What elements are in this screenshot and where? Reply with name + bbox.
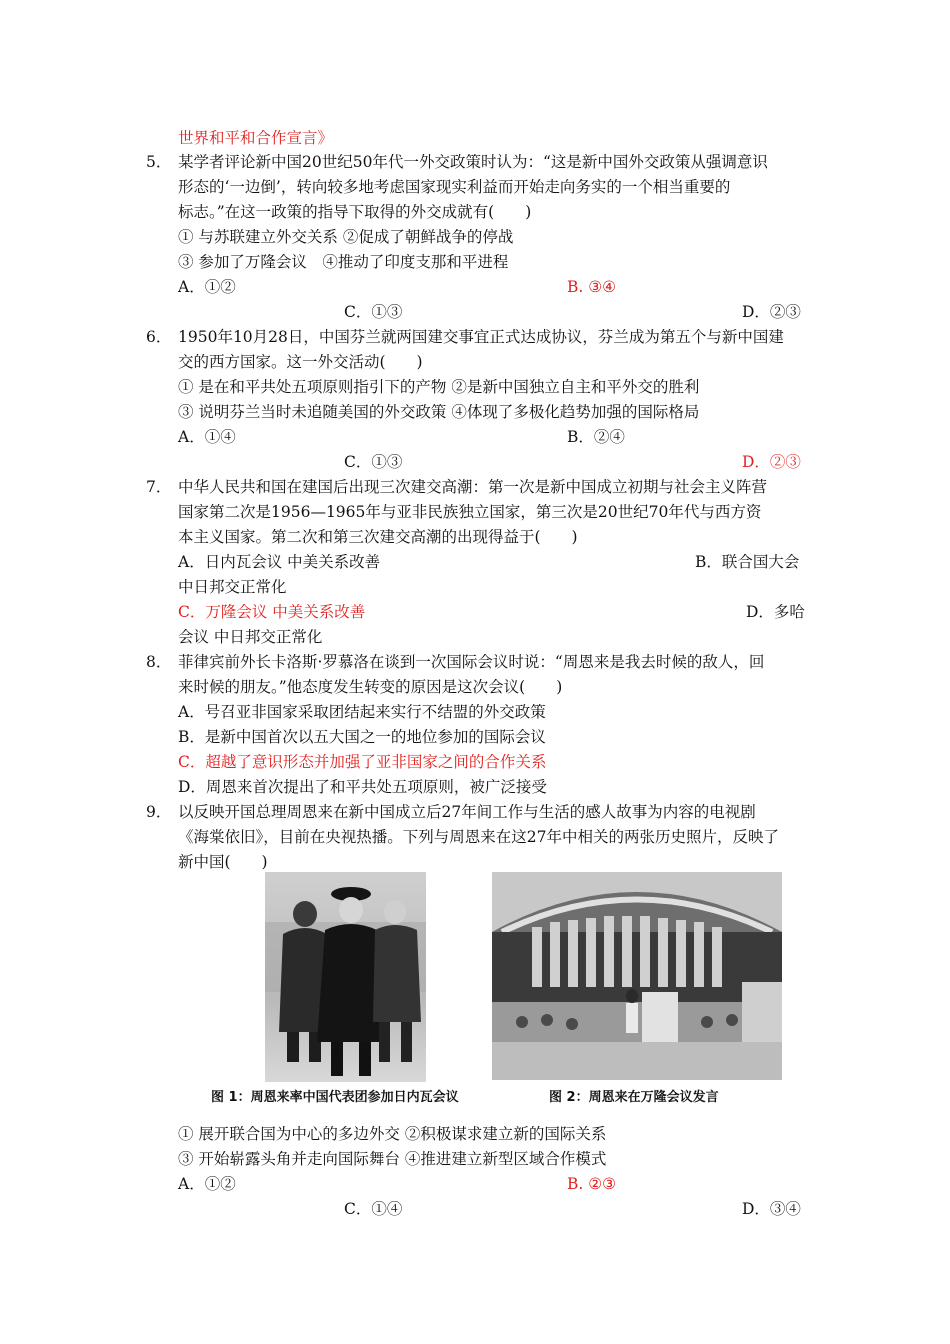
q7-stem-line3: 本主义国家。第二次和第三次建交高潮的出现得益于( ) [178, 528, 578, 546]
q6-option-d-answer: D．②③ [742, 453, 801, 471]
photo2-caption: 图 2：周恩来在万隆会议发言 [549, 1090, 719, 1105]
q9-option-a: A．①② [178, 1175, 236, 1193]
q6-stem-line2: 交的西方国家。这一外交活动( ) [178, 353, 423, 371]
q8-number: 8． [146, 653, 172, 671]
q7-option-b-part1: B．联合国大会 [695, 553, 800, 571]
photo-geneva-conference [265, 872, 426, 1082]
q8-stem-line2: 来时候的朋友。”他态度发生转变的原因是这次会议( ) [178, 678, 563, 696]
q9-stem-line3: 新中国( ) [178, 853, 268, 871]
q5-statement1: ① 与苏联建立外交关系 ②促成了朝鲜战争的停战 [178, 228, 514, 246]
q6-option-a: A．①④ [178, 428, 236, 446]
q9-stem-line1: 以反映开国总理周恩来在新中国成立后27年间工作与生活的感人故事为内容的电视剧 [178, 803, 756, 821]
q9-stem-line2: 《海棠依旧》，目前在央视热播。下列与周恩来在这27年中相关的两张历史照片，反映了 [178, 828, 779, 846]
q7-number: 7． [146, 478, 172, 496]
photo-geneva-image [265, 872, 426, 1082]
q7-option-a: A．日内瓦会议 中美关系改善 [178, 553, 381, 571]
q8-option-a: A．号召亚非国家采取团结起来实行不结盟的外交政策 [178, 703, 546, 721]
q7-option-c-answer: C．万隆会议 中美关系改善 [178, 603, 366, 621]
q9-option-b-answer: B. ②③ [567, 1175, 617, 1193]
q7-option-d-part1: D．多哈 [746, 603, 805, 621]
q5-option-a: A．①② [178, 278, 236, 296]
q7-stem-line2: 国家第二次是1956—1965年与亚非民族独立国家，第三次是20世纪70年代与西方资 [178, 503, 762, 521]
q6-number: 6． [146, 328, 172, 346]
photo-bandung-conference [492, 872, 782, 1080]
q8-option-d: D．周恩来首次提出了和平共处五项原则，被广泛接受 [178, 778, 547, 796]
q9-number: 9． [146, 803, 172, 821]
q9-option-d: D．③④ [742, 1200, 801, 1218]
q6-option-b: B．②④ [567, 428, 625, 446]
q9-statement2: ③ 开始崭露头角并走向国际舞台 ④推进建立新型区域合作模式 [178, 1150, 607, 1168]
q7-stem-line1: 中华人民共和国在建国后出现三次建交高潮：第一次是新中国成立初期与社会主义阵营 [178, 478, 768, 496]
photo-bandung-image [492, 872, 782, 1080]
q5-number: 5． [146, 153, 172, 171]
q5-statement2: ③ 参加了万隆会议 ④推动了印度支那和平进程 [178, 253, 509, 271]
previous-question-tail: 世界和平和合作宣言》 [178, 129, 334, 147]
q6-option-c: C．①③ [344, 453, 403, 471]
q6-statement2: ③ 说明芬兰当时未追随美国的外交政策 ④体现了多极化趋势加强的国际格局 [178, 403, 700, 421]
q5-option-d: D．②③ [742, 303, 801, 321]
q7-option-b-part2: 中日邦交正常化 [178, 578, 287, 596]
q6-statement1: ① 是在和平共处五项原则指引下的产物 ②是新中国独立自主和平外交的胜利 [178, 378, 700, 396]
q5-stem-line2: 形态的‘一边倒’，转向较多地考虑国家现实利益而开始走向务实的一个相当重要的 [178, 178, 731, 196]
q8-option-b: B．是新中国首次以五大国之一的地位参加的国际会议 [178, 728, 546, 746]
q9-statement1: ① 展开联合国为中心的多边外交 ②积极谋求建立新的国际关系 [178, 1125, 607, 1143]
q9-option-c: C．①④ [344, 1200, 403, 1218]
q5-option-b-answer: B. ③④ [567, 278, 617, 296]
q7-option-d-part2: 会议 中日邦交正常化 [178, 628, 323, 646]
q8-option-c-answer: C．超越了意识形态并加强了亚非国家之间的合作关系 [178, 753, 547, 771]
q5-option-c: C．①③ [344, 303, 403, 321]
photo1-caption: 图 1：周恩来率中国代表团参加日内瓦会议 [211, 1090, 459, 1105]
q6-stem-line1: 1950年10月28日，中国芬兰就两国建交事宜正式达成协议，芬兰成为第五个与新中国建 [178, 328, 784, 346]
q5-stem-line1: 某学者评论新中国20世纪50年代一外交政策时认为：“这是新中国外交政策从强调意识 [178, 153, 768, 171]
q8-stem-line1: 菲律宾前外长卡洛斯·罗慕洛在谈到一次国际会议时说：“周恩来是我去时候的敌人，回 [178, 653, 765, 671]
q5-stem-line3: 标志。”在这一政策的指导下取得的外交成就有( ) [178, 203, 532, 221]
